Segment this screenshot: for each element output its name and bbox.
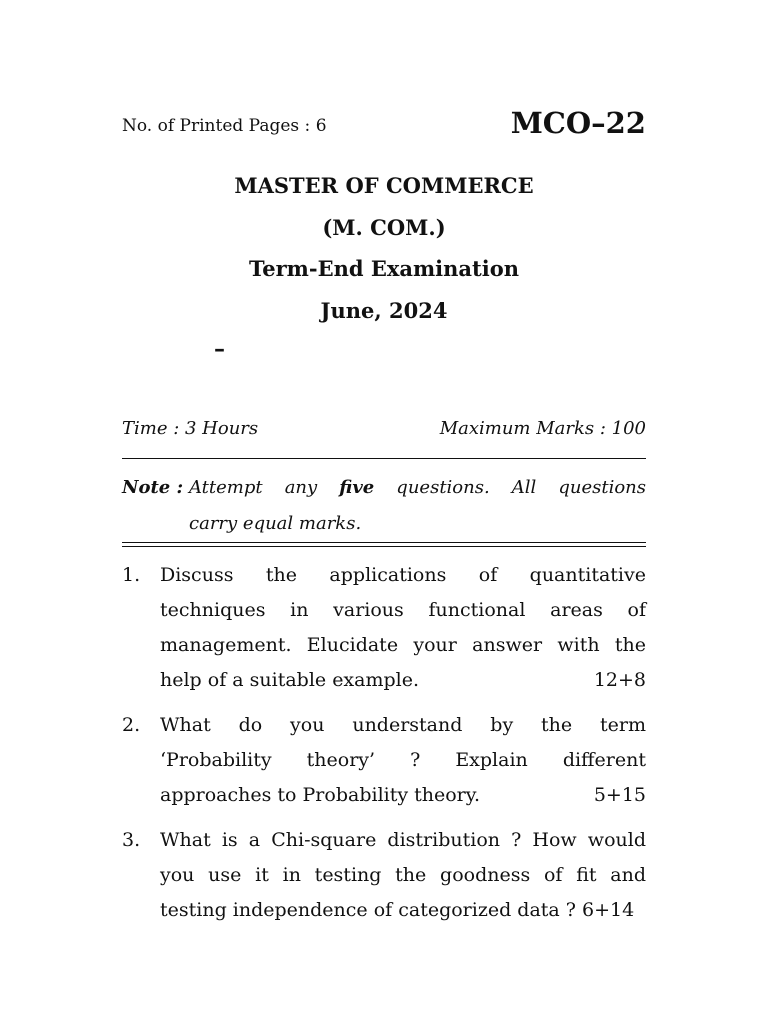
question-line-text: testing independence of categorized data ? 6+14 [160,899,635,921]
time-allowed: Time : 3 Hours [122,418,259,439]
question-line: you use it in testing the goodness of fit and [160,864,646,886]
question-list [122,558,646,938]
exam-paper [122,0,646,1024]
question-number: 1. [122,564,141,586]
question-1 [122,558,646,698]
question-2 [122,708,646,813]
question-line-last [160,778,646,813]
note-line-1-pre: Attempt any [189,477,340,498]
divider-single [122,458,646,459]
question-line-last [160,663,646,698]
question-line-text: approaches to Probability theory. [160,784,481,806]
note-label: Note : [122,477,184,498]
question-number: 2. [122,714,141,736]
note-line-1-bold: five [339,477,375,498]
question-line: techniques in various functional areas of [160,599,646,621]
question-line: What is a Chi-square distribution ? How would [160,829,646,851]
question-line-text: help of a suitable example. [160,669,420,691]
program-abbreviation: (M. COM.) [322,214,446,240]
course-code: MCO–22 [510,106,646,140]
divider-double [122,542,646,547]
question-line-last [160,893,646,928]
exam-title: Term-End Examination [248,256,519,281]
question-line: management. Elucidate your answer with the [160,634,646,656]
question-text [160,558,646,698]
question-text [160,708,646,813]
note-line-2: carry equal marks. [189,513,362,534]
question-marks: 5+15 [593,784,646,806]
program-title: MASTER OF COMMERCE [234,173,534,198]
question-line: ‘Probability theory’ ? Explain different [160,749,646,771]
exam-session: June, 2024 [320,297,448,323]
printed-pages-count: No. of Printed Pages : 6 [122,116,327,136]
question-number: 3. [122,829,141,851]
question-3 [122,823,646,928]
dash-mark: – [214,336,225,362]
title-block [122,170,646,336]
question-line: Discuss the applications of quantitative [160,564,646,586]
question-marks: 12+8 [593,669,646,691]
question-text [160,823,646,928]
maximum-marks: Maximum Marks : 100 [439,418,646,439]
note-line-1 [189,470,646,506]
question-line: What do you understand by the term [160,714,646,736]
header-row [122,106,646,146]
note-line-1-post: questions. All questions [374,477,646,498]
